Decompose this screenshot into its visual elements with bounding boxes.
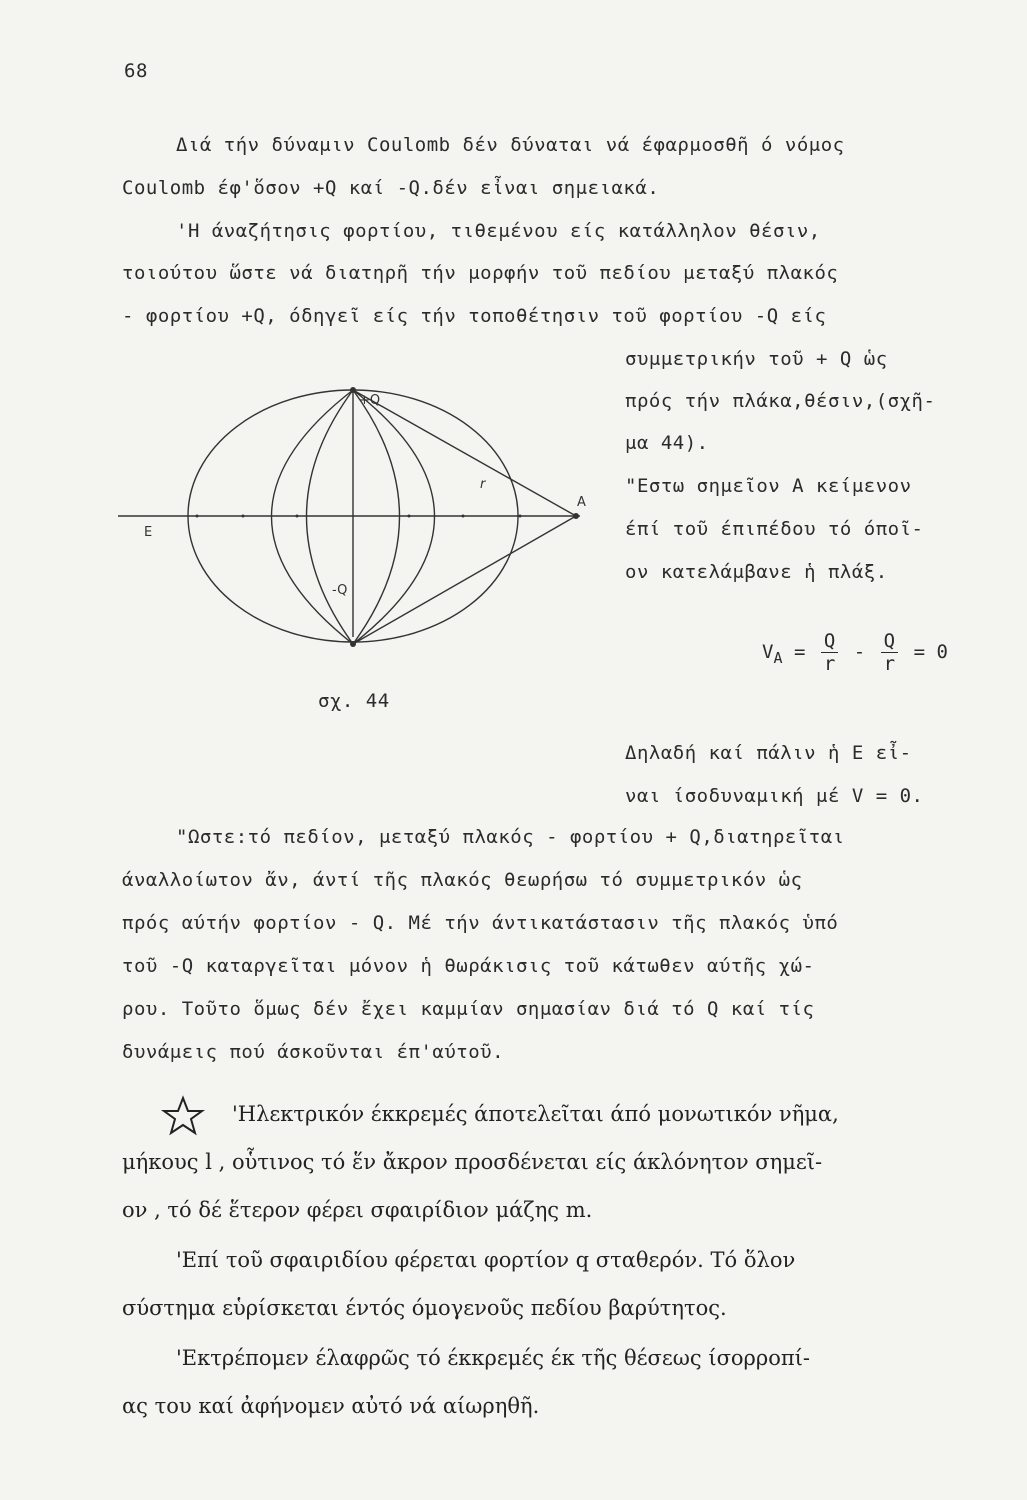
point-a [573, 513, 579, 519]
label-a: A [577, 495, 586, 510]
text-line: ρου. Τοῦτο ὅμως δέν ἔχει καμμίαν σημασίαν διά τό Q καί τίς [122, 998, 815, 1020]
label-r: r [480, 477, 486, 492]
handwritten-line: 'Ηλεκτρικόν έκκρεμές άποτελεῖται άπό μονωτικόν νῆμα, [232, 1102, 839, 1126]
handwritten-line: 'Εκτρέπομεν έλαφρῶς τό έκκρεμές έκ τῆς θέσεως ίσορροπί- [176, 1346, 811, 1370]
text-line: τοῦ -Q καταργεῖται μόνον ἡ θωράκισις τοῦ κάτωθεν αύτῆς χώ- [122, 955, 815, 977]
text-line: πρός αύτήν φορτίον - Q. Μέ τήν άντικατάστασιν τῆς πλακός ὑπό [122, 912, 839, 934]
label-minus-q: -Q [332, 583, 348, 598]
text-line: 'Η άναζήτησις φορτίου, τιθεμένου είς κατάλληλον θέσιν, [176, 220, 821, 242]
text-line: έπί τοῦ έπιπέδου τό όποῖ- [625, 518, 924, 540]
equation-subscript: A [773, 648, 783, 667]
fraction-denominator: r [883, 653, 896, 675]
text-line: άναλλοίωτον ἄν, άντί τῆς πλακός θεωρήσω τό συμμετρικόν ὡς [122, 869, 803, 891]
fraction-2 [881, 630, 898, 675]
text-line: Coulomb έφ'ὅσον +Q καί -Q.δέν εἶναι σημειακά. [122, 177, 660, 199]
line-plus-q-to-a [353, 390, 576, 516]
text-line: δυνάμεις πού άσκοῦνται έπ'αύτοῦ. [122, 1041, 505, 1063]
text-line: ον κατελάμβανε ἡ πλάξ. [625, 561, 888, 583]
equation-equals: = [793, 641, 806, 663]
text-line: Δηλαδή καί πάλιν ἡ Ε εἶ- [625, 742, 912, 764]
handwritten-line: 'Επί τοῦ σφαιριδίου φέρεται φορτίον q σταθερόν. Τό ὅλον [176, 1248, 796, 1272]
text-line: συμμετρικήν τοῦ + Q ὡς [625, 348, 888, 370]
text-line: πρός τήν πλάκα,θέσιν,(σχῆ- [625, 390, 936, 412]
page-number: 68 [124, 60, 148, 82]
charge-plus-q [350, 387, 356, 393]
fraction-numerator: Q [821, 630, 838, 653]
line-minus-q-to-a [353, 516, 576, 644]
equation-minus: - [853, 641, 866, 663]
text-line: μα 44). [625, 432, 709, 454]
label-plus-q: +Q [359, 393, 381, 408]
handwritten-line: σύστημα εὑρίσκεται έντός όμογενοῦς πεδίου βαρύτητος. [122, 1296, 727, 1320]
text-line: "Εστω σημεῖον Α κείμενον [625, 475, 912, 497]
star-icon [160, 1095, 206, 1137]
equation-rhs: = 0 [913, 641, 948, 663]
text-line: "Ωστε:τό πεδίον, μεταξύ πλακός - φορτίου + Q,διατηρεῖται [176, 826, 845, 848]
fraction-1 [821, 630, 838, 675]
text-line: τοιούτου ὥστε νά διατηρῆ τήν μορφήν τοῦ πεδίου μεταξύ πλακός [122, 262, 839, 284]
text-line: - φορτίου +Q, όδηγεῖ είς τήν τοποθέτησιν τοῦ φορτίου -Q είς [122, 305, 827, 327]
text-line: ναι ίσοδυναμική μέ V = 0. [625, 785, 924, 807]
handwritten-line: ον , τό δέ ἕτερον φέρει σφαιρίδιον μάζης m. [122, 1198, 593, 1222]
text-line: Διά τήν δύναμιν Coulomb δέν δύναται νά έφαρμοσθῆ ό νόμος [176, 134, 845, 156]
fraction-numerator: Q [881, 630, 898, 653]
handwritten-line: μήκους l , οὗτινος τό ἕν ἄκρον προσδένεται είς άκλόνητον σημεῖ- [122, 1150, 823, 1174]
handwritten-line: ας του καί ἀφήνομεν αὐτό νά αίωρηθῆ. [122, 1394, 540, 1418]
figure-44 [110, 380, 610, 660]
figure-caption: σχ. 44 [318, 690, 390, 712]
equation-va [762, 630, 948, 675]
fraction-denominator: r [823, 653, 836, 675]
label-e: E [144, 525, 153, 540]
charge-minus-q [350, 641, 356, 647]
equation-lhs: V [762, 641, 774, 663]
